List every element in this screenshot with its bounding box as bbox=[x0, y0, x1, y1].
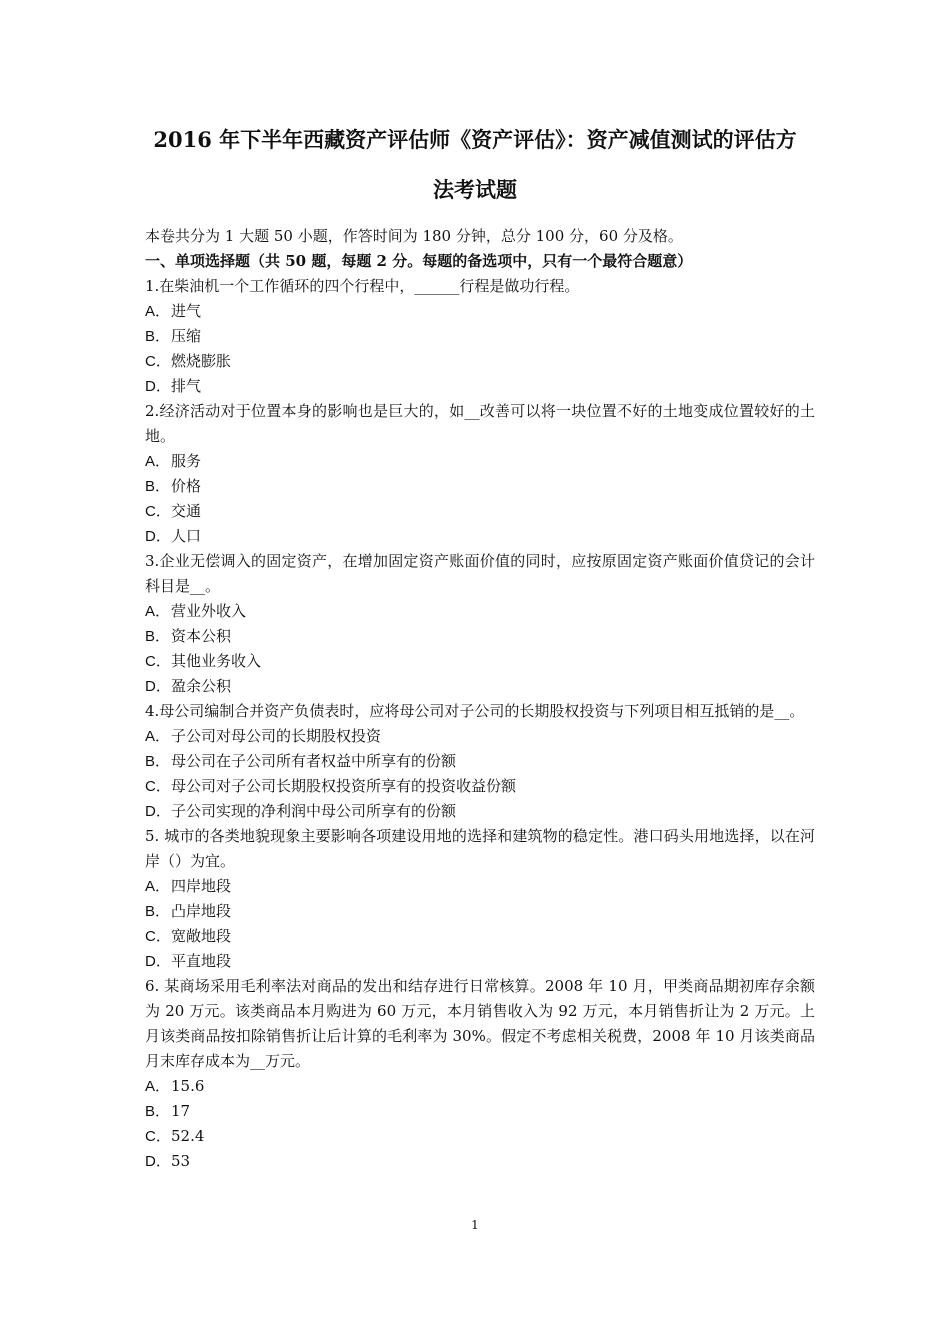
option-b: B．压缩 bbox=[145, 327, 202, 345]
option-d: D．盈余公积 bbox=[145, 677, 232, 695]
question-4 bbox=[145, 699, 815, 824]
option-a: A．营业外收入 bbox=[145, 602, 247, 620]
option-c: C．交通 bbox=[145, 502, 202, 520]
question-1 bbox=[145, 274, 815, 399]
option-b: B．价格 bbox=[145, 477, 202, 495]
page-number: 1 bbox=[471, 1218, 479, 1232]
option-c: C．燃烧膨胀 bbox=[145, 352, 232, 370]
option-d: D．排气 bbox=[145, 377, 202, 395]
question-5 bbox=[145, 824, 815, 974]
option-a: A．进气 bbox=[145, 302, 202, 320]
option-c: C．其他业务收入 bbox=[145, 652, 262, 670]
option-a: A．子公司对母公司的长期股权投资 bbox=[145, 727, 382, 745]
question-6 bbox=[145, 974, 815, 1174]
document-title-line-1: 2016 年下半年西藏资产评估师《资产评估》：资产减值测试的评估方 bbox=[153, 127, 797, 152]
section-heading: 一、单项选择题（共 50 题，每题 2 分。每题的备选项中，只有一个最符合题意） bbox=[145, 252, 693, 270]
exam-intro: 本卷共分为 1 大题 50 小题，作答时间为 180 分钟，总分 100 分，60 分及格。 bbox=[145, 227, 683, 245]
option-d: D．53 bbox=[145, 1152, 191, 1170]
option-b: B．母公司在子公司所有者权益中所享有的份额 bbox=[145, 752, 457, 770]
option-a: A．四岸地段 bbox=[145, 877, 232, 895]
question-stem: 4.母公司编制合并资产负债表时，应将母公司对子公司的长期股权投资与下列项目相互抵销的是__。 bbox=[145, 702, 805, 720]
option-b: B．凸岸地段 bbox=[145, 902, 232, 920]
question-stem: 5. 城市的各类地貌现象主要影响各项建设用地的选择和建筑物的稳定性。港口码头用地选择，以在河岸（）为宜。 bbox=[145, 827, 815, 870]
option-c: C．母公司对子公司长期股权投资所享有的投资收益份额 bbox=[145, 777, 517, 795]
document-body bbox=[145, 224, 815, 1174]
option-a: A．15.6 bbox=[145, 1077, 205, 1095]
question-stem: 6. 某商场采用毛利率法对商品的发出和结存进行日常核算。2008 年 10 月，甲类商品期初库存余额为 20 万元。该类商品本月购进为 60 万元，本月销售收入为 92 万元，本月销售折让为 2 万元。上月该类商品按扣除销售折让后计算的毛利率为 30%。假定不考虑相关税费，2008 年 10 月该类商品月末库存成本为__万元。 bbox=[145, 977, 815, 1070]
option-d: D．人口 bbox=[145, 527, 202, 545]
question-stem: 3.企业无偿调入的固定资产，在增加固定资产账面价值的同时，应按原固定资产账面价值贷记的会计科目是__。 bbox=[145, 552, 815, 595]
option-c: C．52.4 bbox=[145, 1127, 205, 1145]
document-title-line-2: 法考试题 bbox=[433, 177, 517, 202]
option-b: B．17 bbox=[145, 1102, 191, 1120]
option-c: C．宽敞地段 bbox=[145, 927, 232, 945]
question-stem: 1.在柴油机一个工作循环的四个行程中，______行程是做功行程。 bbox=[145, 277, 580, 295]
option-d: D．平直地段 bbox=[145, 952, 232, 970]
option-a: A．服务 bbox=[145, 452, 202, 470]
option-b: B．资本公积 bbox=[145, 627, 232, 645]
question-stem: 2.经济活动对于位置本身的影响也是巨大的，如__改善可以将一块位置不好的土地变成位置较好的土地。 bbox=[145, 402, 815, 445]
question-2 bbox=[145, 399, 815, 549]
option-d: D．子公司实现的净利润中母公司所享有的份额 bbox=[145, 802, 457, 820]
question-3 bbox=[145, 549, 815, 699]
